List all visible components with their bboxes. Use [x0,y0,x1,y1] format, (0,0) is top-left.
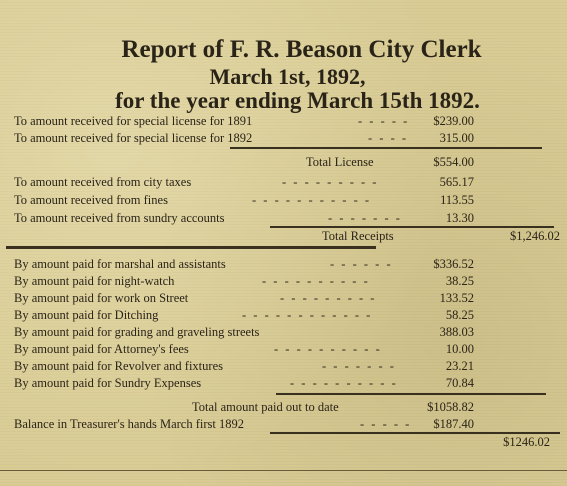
total-receipts-label: Total Receipts [322,229,394,243]
leader-dots: - - - - - - - - - - [274,342,382,356]
row-amount: 565.17 [439,175,474,189]
row-amount: 388.03 [439,325,474,339]
ledger-row [0,211,567,227]
divider-rule [230,147,542,149]
balance-row [0,417,567,433]
row-label: To amount received for special license for 1892 [14,131,253,145]
row-amount: 133.52 [439,291,474,305]
ledger-row [0,308,567,324]
row-label: To amount received from sundry accounts [14,211,225,225]
leader-dots: - - - - - - - - - - - - [242,308,373,322]
divider-rule [276,393,546,395]
grand-total-row [0,435,567,451]
ledger-row [0,175,567,191]
total-paid-row [0,400,567,416]
leader-dots: - - - - - - [330,257,393,271]
row-label: By amount paid for Ditching [14,308,159,322]
divider-rule [270,432,560,434]
row-amount: 315.00 [439,131,474,145]
row-amount: 113.55 [440,193,474,207]
row-amount: 70.84 [445,376,474,390]
ledger-row [0,359,567,375]
ledger-row [0,376,567,392]
ledger-row [0,131,567,147]
row-amount: $239.00 [433,114,474,128]
row-label: To amount received from fines [14,193,168,207]
row-amount: 38.25 [445,274,474,288]
leader-dots: - - - - - - - [328,211,402,225]
total-receipts-amount: $1,246.02 [510,229,560,243]
row-label: To amount received from city taxes [14,175,192,189]
leader-dots: - - - - - - - - - - [262,274,370,288]
ledger-row [0,274,567,290]
report-date: March 1st, 1892, [209,64,366,89]
divider-rule [270,226,554,228]
row-amount: 13.30 [445,211,474,225]
leader-dots: - - - - - - - - - - [290,376,398,390]
leader-dots: - - - - - - - - - - - [252,193,372,207]
total-paid-label: Total amount paid out to date [192,400,339,414]
row-amount: $336.52 [433,257,474,271]
section-rule [6,246,376,249]
balance-amount: $187.40 [433,417,474,431]
ledger-row [0,257,567,273]
row-amount: 10.00 [445,342,474,356]
ledger-row [0,325,567,341]
row-label: By amount paid for grading and graveling streets [14,325,260,339]
report-period: for the year ending March 15th 1892. [115,88,480,113]
total-license-amount: $554.00 [433,155,474,169]
ledger-row [0,114,567,130]
bottom-rule [0,470,567,471]
report-title: Report of F. R. Beason City Clerk [121,36,482,63]
row-label: By amount paid for marshal and assistants [14,257,226,271]
total-license-row [0,155,567,171]
leader-dots: - - - - - [358,114,410,128]
row-label: By amount paid for Sundry Expenses [14,376,202,390]
total-receipts-row [0,229,567,245]
ledger-row [0,193,567,209]
balance-label: Balance in Treasurer's hands March first 1892 [14,417,244,431]
leader-dots: - - - - - [360,417,412,431]
ledger-row [0,342,567,358]
total-paid-amount: $1058.82 [427,400,474,414]
leader-dots: - - - - - - - [322,359,396,373]
ledger-row [0,291,567,307]
leader-dots: - - - - - - - - - [280,291,377,305]
row-label: By amount paid for work on Street [14,291,189,305]
total-license-label: Total License [306,155,374,169]
leader-dots: - - - - [368,131,409,145]
row-amount: 23.21 [445,359,474,373]
row-label: By amount paid for Revolver and fixtures [14,359,223,373]
row-label: By amount paid for night-watch [14,274,175,288]
row-amount: 58.25 [445,308,474,322]
grand-total-amount: $1246.02 [503,435,550,449]
leader-dots: - - - - - - - - - [282,175,379,189]
row-label: To amount received for special license for 1891 [14,114,253,128]
row-label: By amount paid for Attorney's fees [14,342,189,356]
